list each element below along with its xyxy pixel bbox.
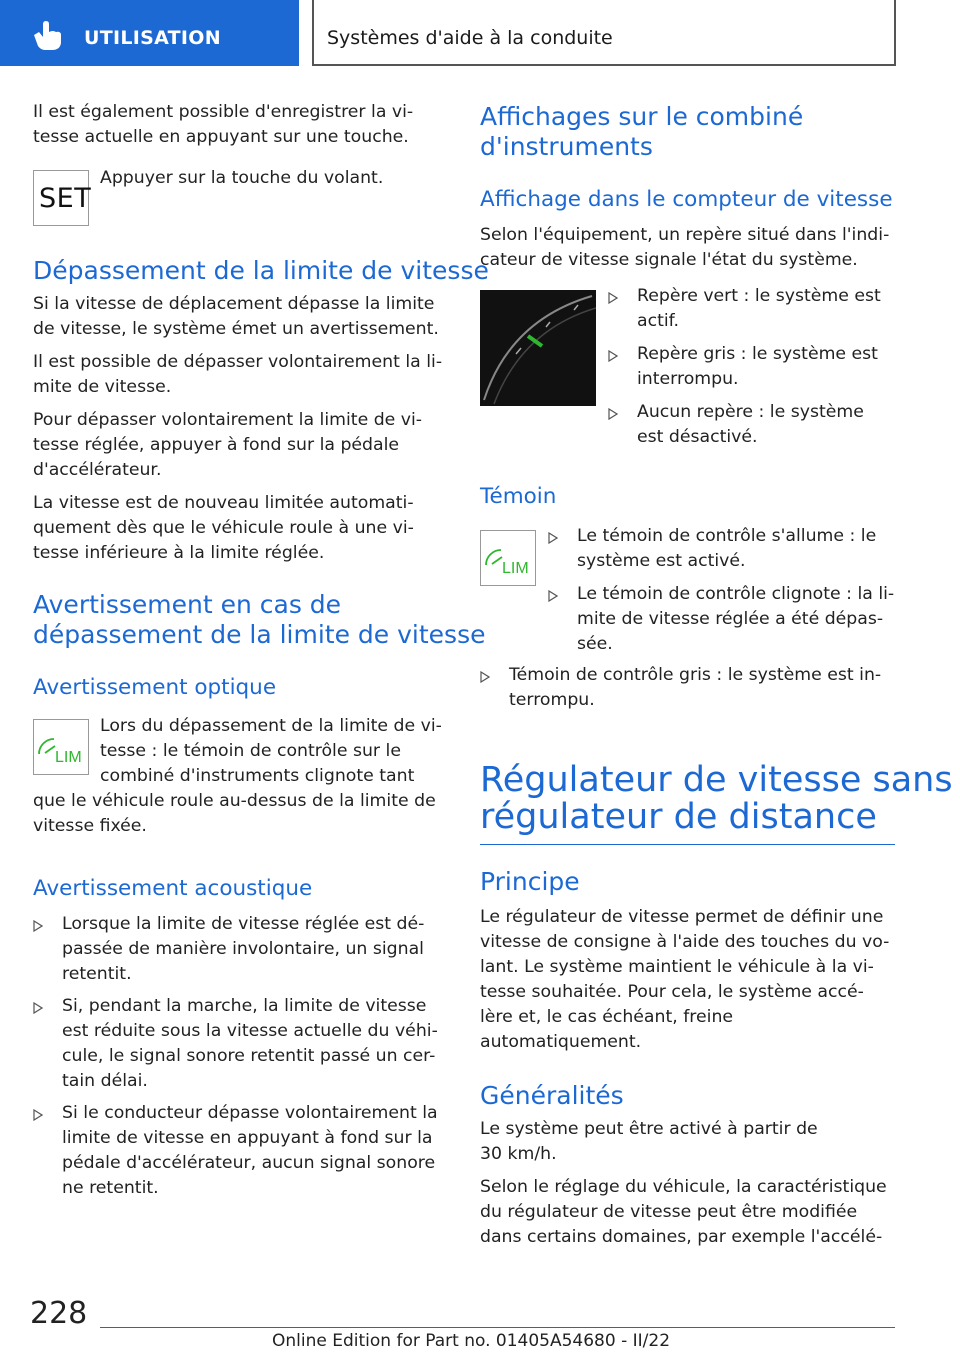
text-line: Si, pendant la marche, la limite de vitesse (62, 996, 427, 1016)
text-line: Repère vert : le système est (637, 286, 881, 306)
triangle-bullet-icon (33, 920, 43, 932)
set-button-icon (33, 170, 92, 226)
text-line: Si la vitesse de déplacement dépasse la limite (33, 294, 435, 314)
list-item (33, 994, 448, 1094)
lim-text: LIM (502, 560, 529, 577)
triangle-bullet-icon (548, 590, 558, 602)
compteur-list (608, 284, 895, 457)
text-line: cateur de vitesse signale l'état du système. (480, 250, 858, 270)
section-label: UTILISATION (84, 27, 221, 49)
chapter-title: Systèmes d'aide à la conduite (327, 27, 613, 49)
principe-paragraph (480, 905, 889, 1055)
list-item (33, 912, 448, 987)
lim-indicator-icon (33, 719, 89, 775)
acoustique-list (33, 912, 448, 1208)
text-line: Aucun repère : le système (637, 402, 864, 422)
list-item (608, 400, 895, 450)
heading-line: Régulateur de vitesse sans (480, 760, 953, 800)
text-line: de vitesse, le système émet un avertissement. (33, 319, 439, 339)
triangle-bullet-icon (608, 408, 618, 420)
text-line: mite de vitesse réglée a été dépas- (577, 609, 884, 629)
heading-avertissement (33, 590, 485, 650)
text-line: tesse réglée, appuyer à fond sur la pédale (33, 435, 400, 455)
intro-paragraph (33, 100, 413, 150)
footer-rule (100, 1327, 895, 1328)
heading-affichages (480, 102, 803, 162)
speedometer-image (480, 290, 596, 406)
text-line: Le témoin de contrôle clignote : la li- (577, 584, 895, 604)
text-line: système est activé. (577, 551, 746, 571)
list-item (33, 1101, 448, 1201)
text-line: Le régulateur de vitesse permet de définir une (480, 907, 884, 927)
text-line: Lors du dépassement de la limite de vi- (100, 716, 442, 736)
heading-compteur: Affichage dans le compteur de vitesse (480, 187, 893, 212)
heading-line: dépassement de la limite de vitesse (33, 620, 486, 649)
text-line: Il est également possible d'enregistrer la vi- (33, 102, 414, 122)
temoin-gris-list (480, 663, 895, 720)
text-line: Témoin de contrôle gris : le système est in- (509, 665, 882, 685)
edition-note: Online Edition for Part no. 01405A54680 - II/22 (272, 1331, 671, 1351)
list-item (608, 342, 895, 392)
text-line: d'accélérateur. (33, 460, 162, 480)
optique-text-bottom (33, 789, 436, 839)
text-line: pédale d'accélérateur, aucun signal sonore (62, 1153, 436, 1173)
text-line: terrompu. (509, 690, 595, 710)
heading-line: régulateur de distance (480, 797, 877, 837)
text-line: vitesse fixée. (33, 816, 147, 836)
heading-line: d'instruments (480, 132, 653, 161)
text-line: Selon l'équipement, un repère situé dans l'indi- (480, 225, 890, 245)
text-line: Repère gris : le système est (637, 344, 878, 364)
list-item (480, 663, 895, 713)
heading-temoin: Témoin (480, 484, 557, 509)
compteur-paragraph (480, 223, 889, 273)
text-line: ne retentit. (62, 1178, 159, 1198)
lim-text: LIM (55, 749, 82, 766)
text-line: tesse inférieure à la limite réglée. (33, 543, 325, 563)
text-line: tesse souhaitée. Pour cela, le système accé- (480, 982, 864, 1002)
text-line: dans certains domaines, par exemple l'accélé- (480, 1227, 883, 1247)
paragraph (33, 491, 414, 566)
heading-depassement: Dépassement de la limite de vitesse (33, 256, 489, 285)
triangle-bullet-icon (480, 671, 490, 683)
heading-principe: Principe (480, 867, 580, 896)
text-line: vitesse de consigne à l'aide des touches du vo- (480, 932, 890, 952)
triangle-bullet-icon (608, 292, 618, 304)
text-line: Il est possible de dépasser volontairement la li- (33, 352, 443, 372)
text-line: est désactivé. (637, 427, 758, 447)
speedometer-arc-icon (480, 290, 596, 406)
heading-optique: Avertissement optique (33, 675, 277, 700)
set-caption: Appuyer sur la touche du volant. (100, 168, 384, 188)
generalites-paragraph-2 (480, 1175, 887, 1250)
text-line: 30 km/h. (480, 1144, 557, 1164)
set-icon-label: SET (39, 183, 92, 214)
heading-regulateur (480, 762, 953, 836)
text-line: Lorsque la limite de vitesse réglée est dé- (62, 914, 425, 934)
text-line: combiné d'instruments clignote tant (100, 766, 415, 786)
text-line: cule, le signal sonore retentit passé un cer- (62, 1046, 436, 1066)
triangle-bullet-icon (33, 1002, 43, 1014)
text-line: lant. Le système maintient le véhicule à la vi- (480, 957, 874, 977)
list-item (608, 284, 895, 334)
list-item (548, 524, 895, 574)
text-line: limite de vitesse en appuyant à fond sur la (62, 1128, 433, 1148)
text-line: Selon le réglage du véhicule, la caractéristique (480, 1177, 887, 1197)
triangle-bullet-icon (608, 350, 618, 362)
text-line: tesse actuelle en appuyant sur une touche. (33, 127, 409, 147)
text-line: passée de manière involontaire, un signal (62, 939, 424, 959)
paragraph (33, 350, 442, 400)
text-line: du régulateur de vitesse peut être modifiée (480, 1202, 858, 1222)
text-line: Si le conducteur dépasse volontairement la (62, 1103, 438, 1123)
triangle-bullet-icon (33, 1109, 43, 1121)
text-line: lère et, le cas échéant, freine (480, 1007, 734, 1027)
section-rule (480, 844, 895, 845)
text-line: actif. (637, 311, 679, 331)
text-line: sée. (577, 634, 613, 654)
heading-acoustique: Avertissement acoustique (33, 876, 313, 901)
chapter-header (312, 0, 896, 66)
text-line: retentit. (62, 964, 132, 984)
generalites-paragraph-1 (480, 1117, 818, 1167)
lim-indicator-icon (480, 530, 536, 586)
text-line: mite de vitesse. (33, 377, 172, 397)
heading-line: Avertissement en cas de (33, 590, 342, 619)
text-line: quement dès que le véhicule roule à une vi- (33, 518, 414, 538)
text-line: tesse : le témoin de contrôle sur le (100, 741, 401, 761)
section-tab (0, 0, 299, 66)
list-item (548, 582, 895, 657)
lim-gauge-icon (34, 720, 88, 774)
lim-gauge-icon (481, 531, 535, 585)
page-number: 228 (30, 1296, 88, 1331)
text-line: Pour dépasser volontairement la limite de vi- (33, 410, 423, 430)
text-line: Le système peut être activé à partir de (480, 1119, 818, 1139)
optique-text-top (100, 714, 442, 789)
text-line: tain délai. (62, 1071, 148, 1091)
text-line: La vitesse est de nouveau limitée automati- (33, 493, 414, 513)
text-line: Le témoin de contrôle s'allume : le (577, 526, 877, 546)
heading-line: Affichages sur le combiné (480, 102, 804, 131)
triangle-bullet-icon (548, 532, 558, 544)
hand-pointer-icon (30, 21, 64, 51)
paragraph (33, 408, 422, 483)
text-line: interrompu. (637, 369, 739, 389)
text-line: est réduite sous la vitesse actuelle du véhi- (62, 1021, 438, 1041)
paragraph (33, 292, 439, 342)
heading-generalites: Généralités (480, 1081, 624, 1110)
temoin-list (548, 524, 895, 664)
text-line: automatiquement. (480, 1032, 642, 1052)
text-line: que le véhicule roule au-dessus de la limite de (33, 791, 436, 811)
